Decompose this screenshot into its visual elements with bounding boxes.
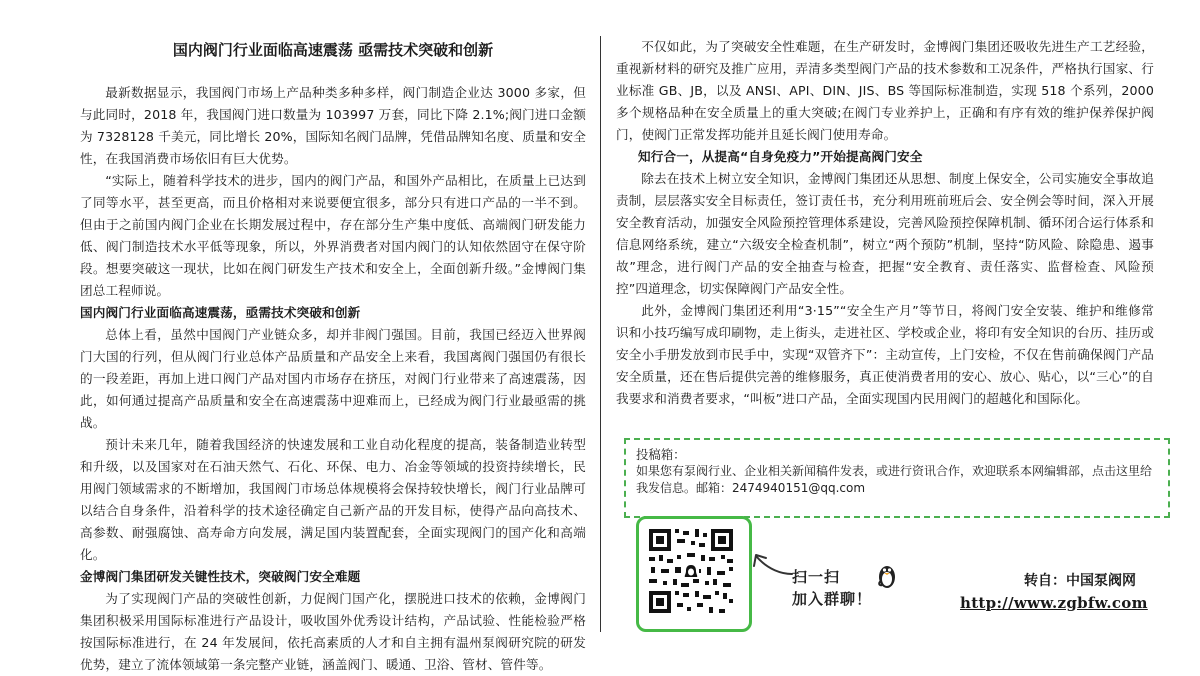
source-link[interactable]: http://www.zgbfw.com bbox=[960, 594, 1148, 612]
paragraph: 此外，金博阀门集团还利用“3·15”“安全生产月”等节日，将阀门安全安装、维护和维修常识和小技巧编写成印刷物，走上街头，走进社区、学校或企业，将印有安全知识的台历、挂历或安全小手册发放到市民手中，实现“双管齐下”：主动宣传，上门安检，不仅在售前确保阀门产品安全质量，还在售后提供完善的维修服务，真正使消费者用的安心、放心、贴心，以“三心”的自我要求和消费者要求，“叫板”进口产品，全面实现国内民用阀门的超越化和国际化。 bbox=[616, 303, 1154, 406]
join-group-text: 加入群聊！ bbox=[792, 590, 873, 608]
source-credit bbox=[960, 570, 1148, 614]
qq-penguin-icon bbox=[876, 562, 898, 590]
paragraph: 总体上看，虽然中国阀门产业链众多，却并非阀门强国。目前，我国已经迈入世界阀门大国的行列，但从阀门行业总体产品质量和产品安全上来看，我国离阀门强国仍有很长的一段差距，再加上进口阀门产品对国内市场存在挤压，对阀门行业带来了高速震荡，因此，如何通过提高产品质量和安全在高速震荡中迎难而上，已经成为阀门行业最亟需的挑战。 bbox=[80, 327, 586, 430]
scan-text: 扫一扫 bbox=[792, 568, 841, 586]
right-column bbox=[616, 36, 1154, 410]
paragraph: 为了实现阀门产品的突破性创新，力促阀门国产化，摆脱进口技术的依赖，金博阀门集团积极采用国际标准进行产品设计，吸收国外优秀设计结构，产品试验、性能检验严格按国际标准进行，在 24 年发展间，依托高素质的人才和自主拥有温州泵阀研究院的研发优势，建立了流体领域第一条完整产业链，涵盖阀门、暖通、卫浴、管材、管件等。 bbox=[80, 591, 586, 672]
submission-box bbox=[624, 438, 1170, 518]
paragraph: 不仅如此，为了突破安全性难题，在生产研发时，金博阀门集团还吸收先进生产工艺经验，重视新材料的研究及推广应用，弄清多类型阀门产品的技术参数和工况条件，严格执行国家、行业标准 GB、JB，以及 ANSI、API、DIN、JIS、BS 等国际标准制造，实现 518 个系列，2000 多个规格品种在安全质量上的重大突破;在阀门专业养护上，正确和有序有效的维护保养保护阀门，使阀门正常发挥功能并且延长阀门使用寿命。 bbox=[616, 39, 1154, 142]
paragraph: 最新数据显示，我国阀门市场上产品种类多种多样，阀门制造企业达 3000 多家，但与此同时，2018 年，我国阀门进口数量为 103997 万套，同比下降 2.1%;阀门进口金额为 7328128 千美元，同比增长 20%，国际知名阀门品牌，凭借品牌知名度、质量和安全性，在我国消费市场依旧有巨大优势。 bbox=[80, 85, 586, 166]
paragraph: 除去在技术上树立安全知识，金博阀门集团还从思想、制度上保安全，公司实施安全事故追责制，层层落实安全目标责任，签订责任书，充分利用班前班后会、安全例会等时间，深入开展安全教育活动，加强安全风险预控管理体系建设，完善风险预控保障机制、循环闭合运行体系和信息网络系统，建立“六级安全检查机制”，树立“两个预防”机制，坚持“防风险、除隐患、遏事故”理念，进行阀门产品的安全抽查与检查，把握“安全教育、责任落实、监督检查、风险预控”四道理念，切实保障阀门产品安全性。 bbox=[616, 171, 1154, 296]
qr-code[interactable] bbox=[636, 516, 752, 632]
qr-code-icon bbox=[647, 527, 735, 615]
arrow-icon bbox=[750, 548, 794, 578]
paragraph: “实际上，随着科学技术的进步，国内的阀门产品，和国外产品相比，在质量上已达到了同等水平，甚至更高，而且价格相对来说要便宜很多，部分只有进口产品的一半不到。但由于之前国内阀门企业在长期发展过程中，存在部分生产集中度低、高端阀门研发能力低、阀门制造技术水平低等现象，所以，外界消费者对国内阀门的认知依然固守在保守阶段。想要突破这一现状，比如在阀门研发生产技术和安全上，全面创新升级。”金博阀门集团总工程师说。 bbox=[80, 173, 586, 298]
article-title: 国内阀门行业面临高速震荡 亟需技术突破和创新 bbox=[172, 41, 494, 59]
section-heading: 金博阀门集团研发关键性技术，突破阀门安全难题 bbox=[80, 569, 361, 584]
column-divider bbox=[600, 36, 601, 632]
source-label: 转自：中国泵阀网 bbox=[1024, 573, 1136, 589]
section-heading: 知行合一，从提高“自身免疫力”开始提高阀门安全 bbox=[638, 149, 923, 164]
submission-title: 投稿箱： bbox=[636, 447, 686, 462]
paragraph: 预计未来几年，随着我国经济的快速发展和工业自动化程度的提高，装备制造业转型和升级，以及国家对在石油天然气、石化、环保、电力、冶金等领域的投资持续增长，民用阀门领域需求的不断增加，我国阀门市场总体规模将会保持较快增长，阀门行业品牌可以结合自身条件，沿着科学的技术途径确定自己新产品的开发目标，使得产品向高技术、高参数、耐强腐蚀、高寿命方向发展，满足国内装置配套，全面实现阀门的国产化和高端化。 bbox=[80, 437, 586, 562]
submission-text[interactable]: 如果您有泵阀行业、企业相关新闻稿件发表，或进行资讯合作，欢迎联系本网编辑部，点击这里给我发信息。邮箱：2474940151@qq.com bbox=[636, 464, 1153, 495]
scan-prompt bbox=[792, 566, 872, 610]
section-heading: 国内阀门行业面临高速震荡，亟需技术突破和创新 bbox=[80, 305, 361, 320]
